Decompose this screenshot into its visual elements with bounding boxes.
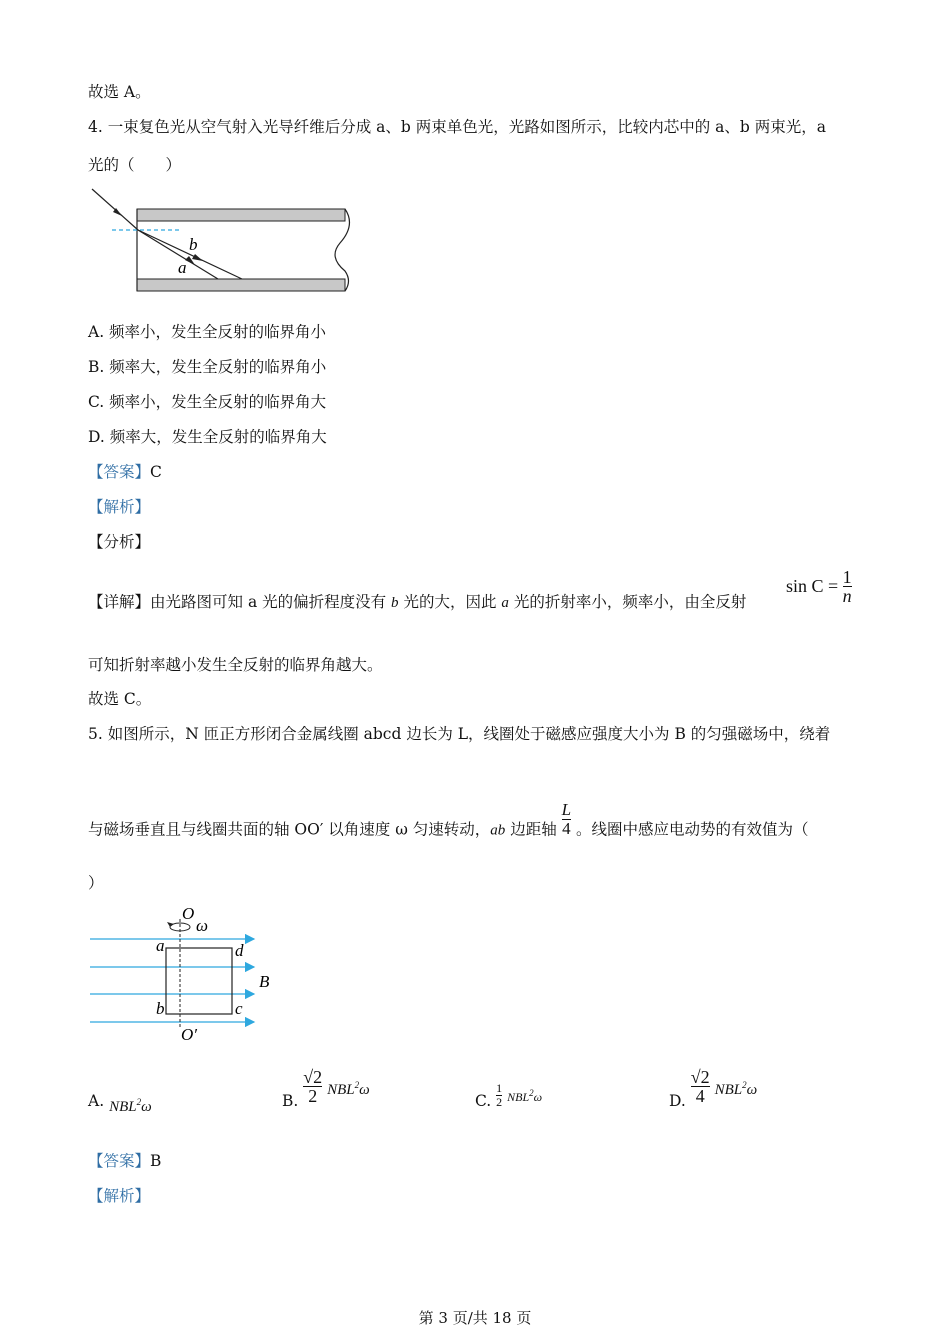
analysis-tag: 【解析】 <box>88 1187 151 1205</box>
label-omega: ω <box>196 916 209 935</box>
label-a: a <box>156 936 165 955</box>
text-line: 故选 C。 <box>88 690 152 708</box>
answer-value: C <box>150 463 162 481</box>
opt-fraction: $\frac{√2}{2}$ <box>303 1067 323 1106</box>
q5-option-c: C. $\frac{1}{2}$ $^{NBL^2\omega}$ <box>475 1081 543 1110</box>
opt-expr: NBL$^2$ω <box>109 1097 152 1115</box>
opt-label: D. <box>669 1092 686 1110</box>
text-line: 故选 A。 <box>88 83 151 101</box>
q5-option-d: D. $\frac{√2}{4}$ NBL$^2$ω <box>669 1067 758 1110</box>
label-a: a <box>178 258 187 277</box>
opt-fraction: $\frac{1}{2}$ <box>496 1081 503 1109</box>
question-5-stem: 5. 如图所示，N 匝正方形闭合金属线圈 abcd 边长为 L，线圈处于磁感应强度大小为 B 的匀强磁场中，绕着 <box>88 725 831 743</box>
option-b: B. 频率大，发生全反射的临界角小 <box>88 358 327 376</box>
q5-option-a <box>88 1092 152 1115</box>
q5-text: 。线圈中感应电动势的有效值为（ <box>571 820 809 839</box>
answer-value: B <box>150 1152 162 1170</box>
detail-tag: 【详解】 <box>88 593 151 611</box>
detail-text: 由光路图可知 a 光的偏折程度没有 <box>150 593 392 611</box>
question-4-stem: 4. 一束复色光从空气射入光导纤维后分成 a、b 两束单色光，光路如图所示，比较内芯中的 a、b 两束光，a <box>88 118 826 136</box>
analysis-tag: 【解析】 <box>88 498 151 516</box>
question-4-stem-cont: 光的（ ） <box>88 156 182 174</box>
detail-var: b <box>391 595 399 611</box>
opt-label: A. <box>88 1092 105 1110</box>
answer-line <box>88 462 162 482</box>
detail-text: 光的折射率小，频率小，由全反射 <box>508 593 747 611</box>
detail-line <box>88 592 746 613</box>
opt-label: B. <box>282 1092 299 1110</box>
formula-lhs: sin C = <box>786 576 839 596</box>
formula-fraction <box>843 568 852 605</box>
conclusion: 可知折射率越小发生全反射的临界角越大。 <box>88 656 383 674</box>
quarter-fraction <box>562 801 571 838</box>
label-B: B <box>259 972 270 991</box>
answer-tag: 【答案】 <box>88 463 151 481</box>
option-a: A. 频率小，发生全反射的临界角小 <box>88 323 327 341</box>
detail-var: a <box>501 595 509 611</box>
label-d: d <box>235 941 244 960</box>
option-d: D. 频率大，发生全反射的临界角大 <box>88 428 327 446</box>
label-c: c <box>235 999 243 1018</box>
answer-line <box>88 1151 161 1171</box>
question-5-stem-cont <box>88 800 809 849</box>
opt-label: C. <box>475 1092 492 1110</box>
answer-tag: 【答案】 <box>88 1152 151 1170</box>
opt-fraction: $\frac{√2}{4}$ <box>690 1067 710 1106</box>
option-c: C. 频率小，发生全反射的临界角大 <box>88 393 327 411</box>
label-b: b <box>156 999 165 1018</box>
detail-text: 光的大，因此 <box>398 593 502 611</box>
q5-option-b: B. $\frac{√2}{2}$ NBL$^2$ω <box>282 1067 370 1110</box>
label-O-prime: O′ <box>181 1025 197 1044</box>
q5-text: 与磁场垂直且与线圈共面的轴 OO′ 以角速度 ω 匀速转动， <box>88 820 491 839</box>
label-O: O <box>182 905 195 923</box>
q5-text: 边距轴 <box>505 820 562 839</box>
coil-figure <box>88 905 278 1045</box>
frac-num: L <box>561 800 572 819</box>
page-footer: 第 3 页/共 18 页 <box>418 1309 532 1327</box>
question-5-close: ） <box>88 874 104 892</box>
label-b: b <box>189 235 198 254</box>
sin-formula <box>786 568 852 605</box>
optical-fiber-figure <box>88 185 358 300</box>
frac-num: 1 <box>842 567 852 587</box>
frac-den: n <box>842 586 852 606</box>
fenxi-tag: 【分析】 <box>88 533 151 551</box>
frac-den: 4 <box>562 819 571 838</box>
q5-var: ab <box>490 822 506 839</box>
